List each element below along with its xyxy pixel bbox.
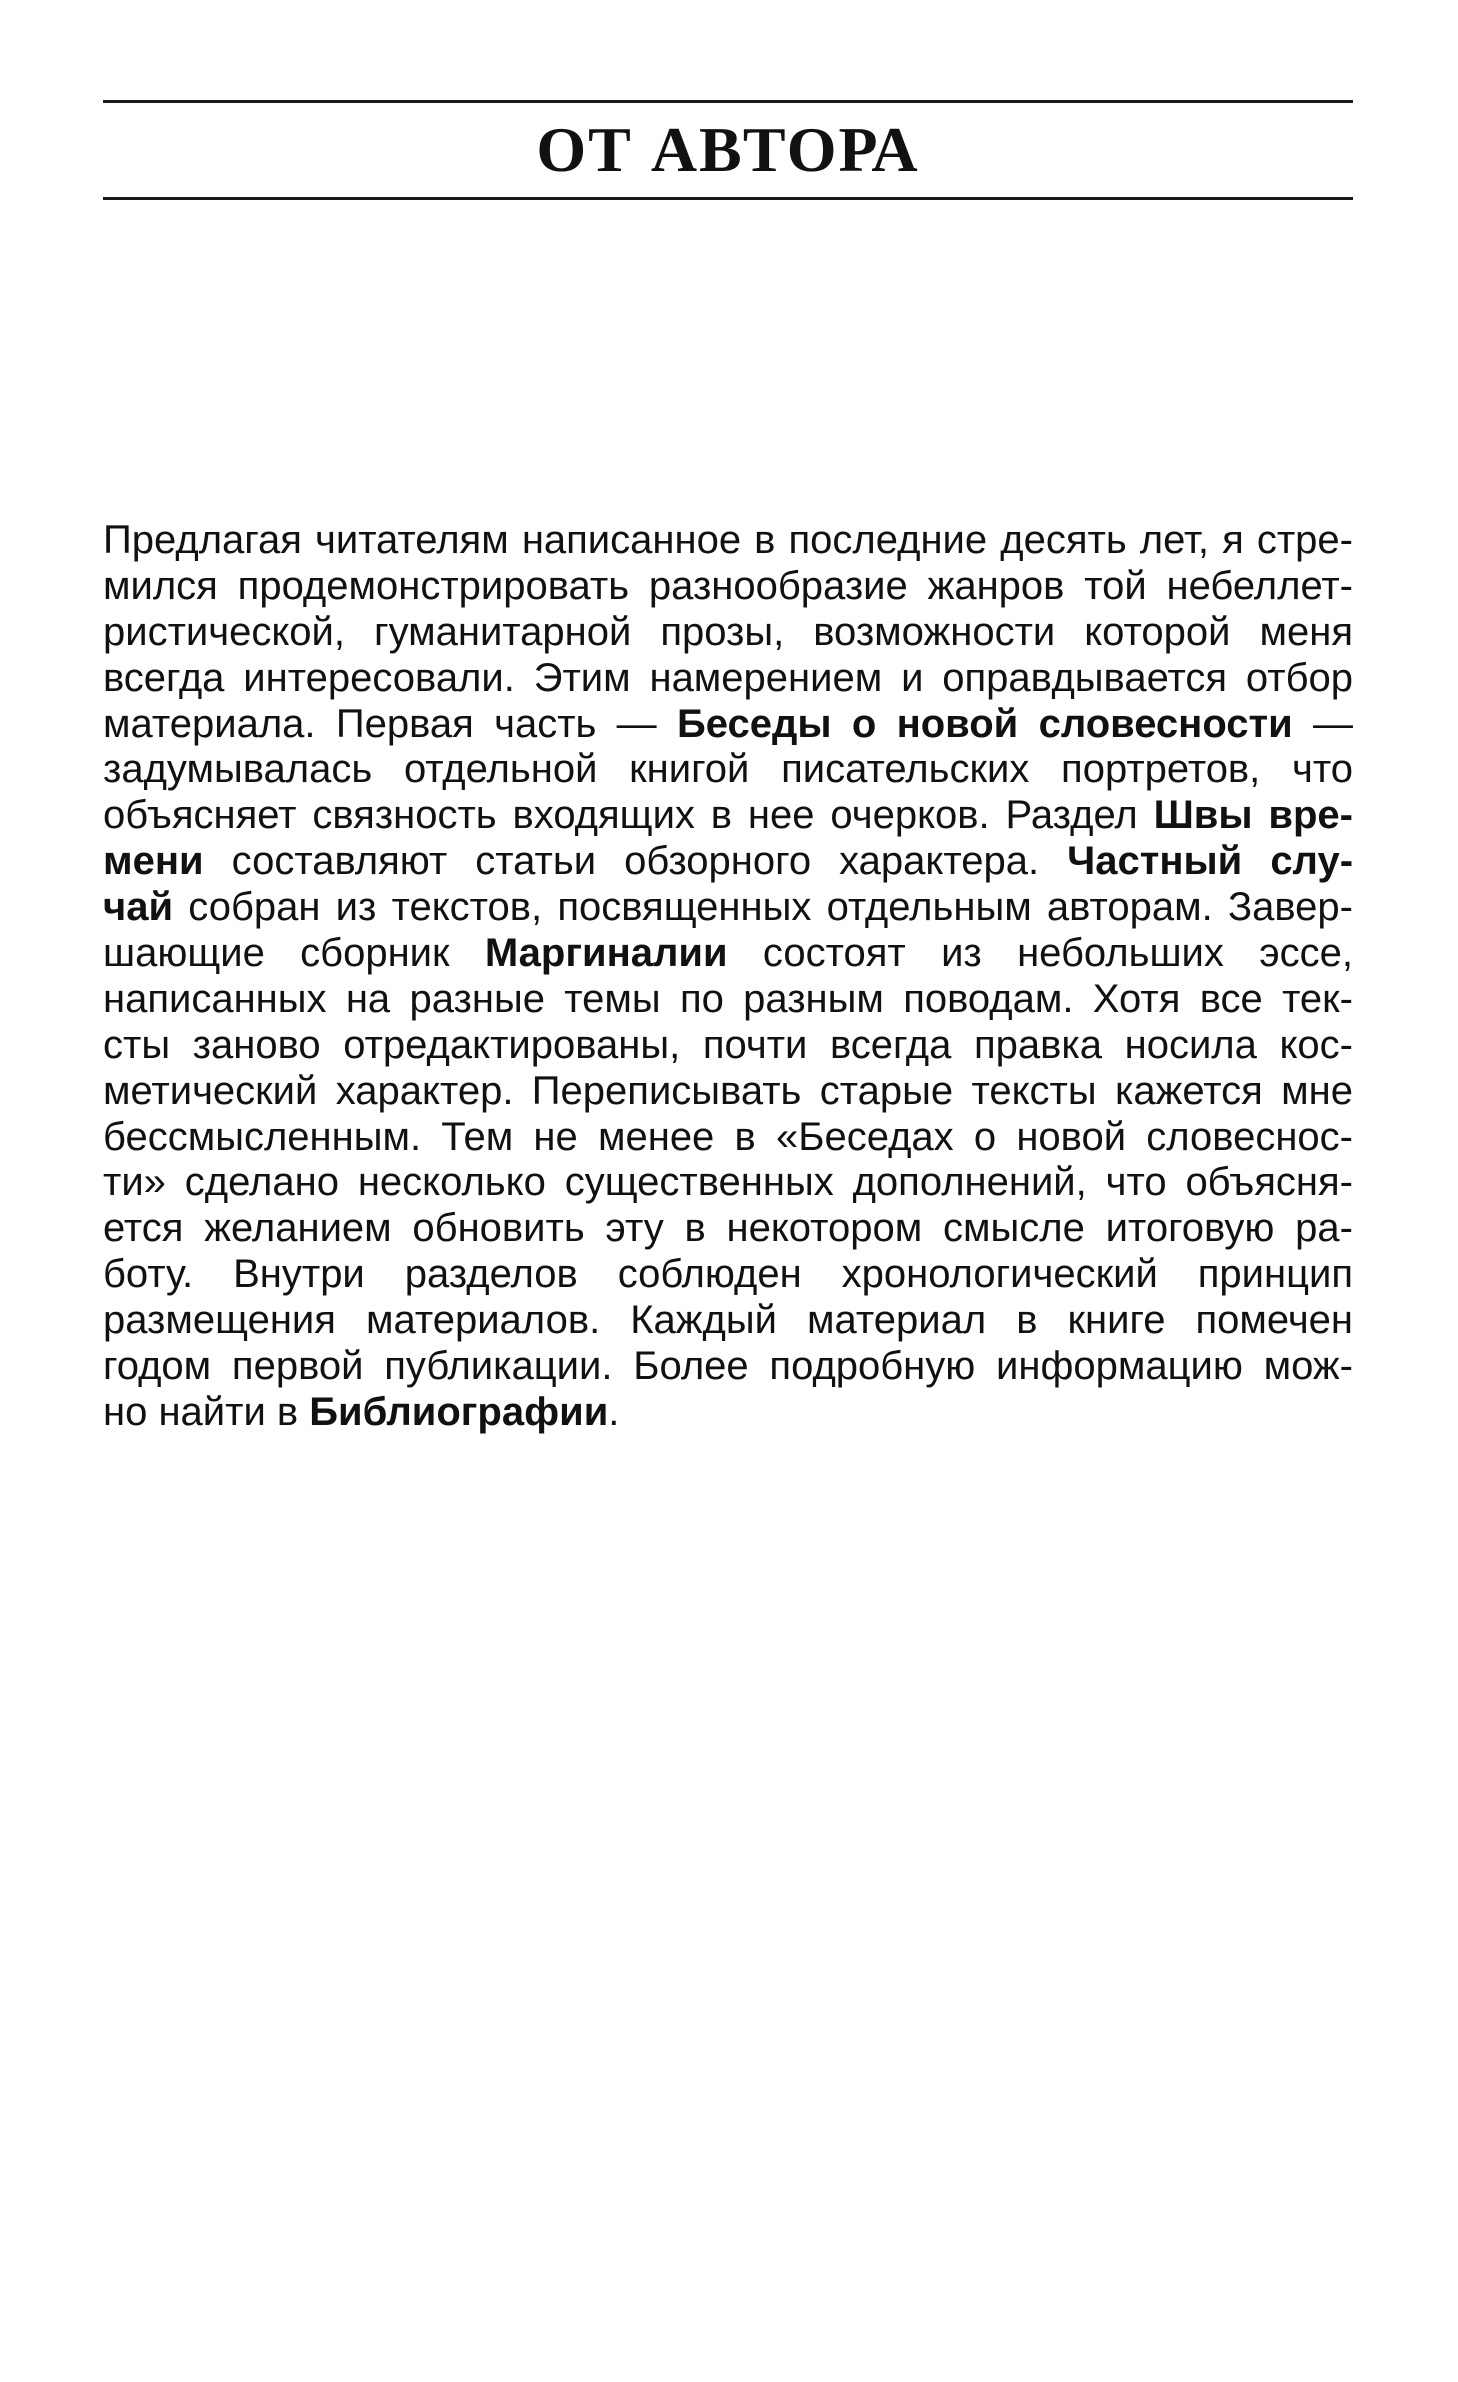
text-run: ется желанием обновить эту в некотором смысле итоговую ра-: [103, 1206, 1353, 1251]
paragraph-line: [103, 518, 1353, 564]
paragraph-line: [103, 977, 1353, 1023]
paragraph-line: [103, 885, 1353, 931]
text-run: боту. Внутри разделов соблюден хронологический принцип: [103, 1252, 1353, 1297]
text-run: состоят из небольших эссе,: [727, 931, 1353, 976]
text-run: —: [1292, 701, 1353, 746]
text-run: составляют статьи обзорного характера.: [203, 839, 1068, 884]
bold-term: Маргиналии: [484, 931, 728, 976]
text-run: ти» сделано несколько существенных дополнений, что объясня-: [103, 1160, 1353, 1205]
text-run: размещения материалов. Каждый материал в книге помечен: [103, 1298, 1353, 1343]
paragraph-line: [103, 1298, 1353, 1344]
text-run: материала. Первая часть —: [103, 701, 677, 746]
text-run: метический характер. Переписывать старые тексты кажется мне: [103, 1068, 1353, 1113]
paragraph-line: [103, 1390, 1353, 1436]
paragraph-line: [103, 1160, 1353, 1206]
paragraph-line: [103, 931, 1353, 977]
title-top-rule: [103, 100, 1353, 103]
text-run: задумывалась отдельной книгой писательских портретов, что: [103, 747, 1353, 792]
bold-term: Частный слу-: [1067, 839, 1354, 884]
text-run: объясняет связность входящих в нее очерков. Раздел: [103, 793, 1154, 838]
bold-term: Библиографии: [309, 1389, 609, 1434]
paragraph-line: [103, 1344, 1353, 1390]
text-run: всегда интересовали. Этим намерением и оправдывается отбор: [103, 655, 1353, 700]
text-run: написанных на разные темы по разным поводам. Хотя все тек-: [103, 976, 1353, 1021]
body-paragraph: [103, 518, 1353, 1436]
text-run: бессмысленным. Тем не менее в «Беседах о новой словеснос-: [103, 1114, 1353, 1159]
text-run: .: [608, 1389, 620, 1434]
paragraph-line: [103, 747, 1353, 793]
paragraph-line: [103, 1023, 1353, 1069]
paragraph-line: [103, 1206, 1353, 1252]
text-run: собран из текстов, посвященных отдельным авторам. Завер-: [173, 885, 1353, 930]
page-title: ОТ АВТОРА: [536, 114, 920, 185]
text-run: но найти в: [103, 1389, 310, 1434]
text-run: шающие сборник: [103, 931, 485, 976]
text-run: годом первой публикации. Более подробную информацию мож-: [103, 1344, 1353, 1389]
paragraph-line: [103, 610, 1353, 656]
paragraph-line: [103, 656, 1353, 702]
bold-term: чай: [103, 885, 174, 930]
title-bottom-rule: [103, 197, 1353, 200]
text-run: ристической, гуманитарной прозы, возможности которой меня: [103, 609, 1353, 654]
bold-term: Швы вре-: [1153, 793, 1353, 838]
paragraph-line: [103, 1252, 1353, 1298]
paragraph-line: [103, 839, 1353, 885]
bold-term: мени: [103, 839, 204, 884]
paragraph-line: [103, 564, 1353, 610]
paragraph-line: [103, 1069, 1353, 1115]
paragraph-line: [103, 702, 1353, 748]
text-run: сты заново отредактированы, почти всегда правка носила кос-: [103, 1022, 1353, 1067]
text-run: Предлагая читателям написанное в последние десять лет, я стре-: [103, 518, 1353, 562]
text-run: мился продемонстрировать разнообразие жанров той небеллет-: [103, 563, 1353, 608]
bold-term: Беседы о новой словесности: [677, 701, 1293, 746]
paragraph-line: [103, 1115, 1353, 1161]
paragraph-line: [103, 793, 1353, 839]
